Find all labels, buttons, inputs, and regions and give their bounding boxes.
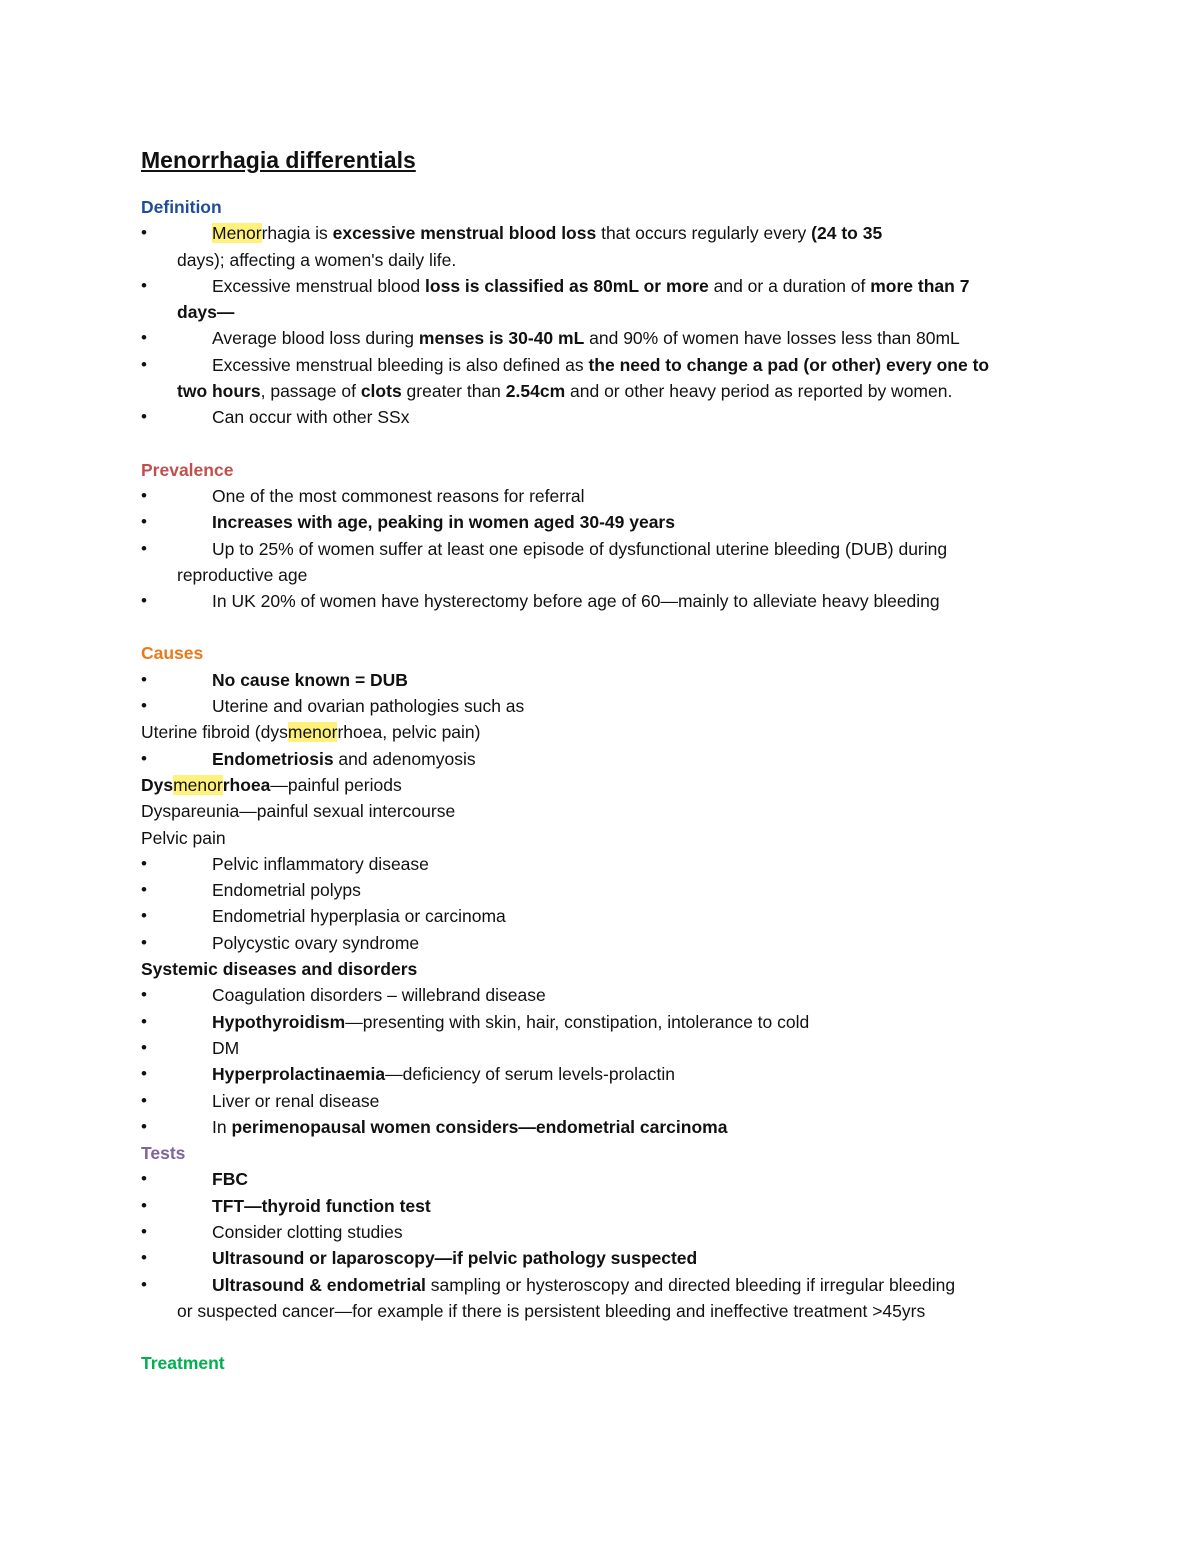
text-run: Average blood loss during [212, 328, 419, 349]
list-item [141, 1009, 1081, 1035]
plain-line [141, 956, 1081, 982]
list-item [141, 536, 1081, 562]
bullet-icon: • [141, 1274, 147, 1294]
text-run: Endometrial polyps [212, 880, 361, 901]
text-run: Endometrial hyperplasia or carcinoma [212, 906, 506, 927]
bold-text: two hours [177, 381, 261, 402]
bold-text: the need to change a pad (or other) every one to [588, 354, 990, 375]
list-item [141, 746, 1081, 772]
list-item [141, 1245, 1081, 1271]
text-run: days); affecting a women's daily life. [177, 249, 457, 270]
text-run: Can occur with other SSx [212, 407, 410, 428]
bullet-icon: • [141, 985, 147, 1005]
list-item [141, 930, 1081, 956]
text-run: —painful periods [270, 774, 402, 795]
text-run: that occurs regularly every [596, 223, 812, 244]
bold-text: loss is classified as 80mL or more [425, 275, 709, 296]
text-run: DM [212, 1037, 240, 1058]
text-run: Excessive menstrual blood [212, 275, 426, 296]
list-item [141, 352, 1081, 378]
text-run: In UK 20% of women have hysterectomy before age of 60—mainly to alleviate heavy bleeding [212, 591, 940, 612]
list-item [141, 273, 1081, 299]
bold-text: clots [360, 381, 402, 402]
text-run: rhagia is [261, 223, 333, 244]
bullet-icon: • [141, 1195, 147, 1215]
text-run: Dyspareunia—painful sexual intercourse [141, 801, 456, 822]
spacer [141, 614, 1081, 640]
bullet-icon: • [141, 880, 147, 900]
bold-text: Dys [141, 774, 174, 795]
bold-text: menses is 30-40 mL [418, 328, 585, 349]
bullet-icon: • [141, 932, 147, 952]
highlighted-text: menor [173, 774, 223, 795]
list-item [141, 903, 1081, 929]
list-item [141, 509, 1081, 535]
bullet-icon: • [141, 669, 147, 689]
list-item [141, 851, 1081, 877]
bullet-icon: • [141, 485, 147, 505]
text-run: Uterine fibroid (dys [141, 722, 288, 743]
text-run: Uterine and ovarian pathologies such as [212, 696, 525, 717]
page-title: Menorrhagia differentials [141, 147, 416, 173]
list-item [141, 1166, 1081, 1192]
text-run: greater than [401, 381, 506, 402]
text-run: One of the most commonest reasons for referral [212, 485, 585, 506]
document-content [141, 146, 1081, 1376]
bold-text: days— [177, 302, 235, 323]
text-run: —deficiency of serum levels-prolactin [385, 1064, 675, 1085]
bold-text: Systemic diseases and disorders [141, 959, 418, 980]
text-run: and or other heavy period as reported by women. [565, 381, 953, 402]
bullet-icon: • [141, 591, 147, 611]
bullet-icon: • [141, 328, 147, 348]
bold-text: excessive menstrual blood loss [332, 223, 597, 244]
list-item [141, 693, 1081, 719]
text-run: Up to 25% of women suffer at least one episode of dysfunctional uterine bleeding (DUB) during [212, 538, 948, 559]
bold-text: perimenopausal women considers—endometrial carcinoma [231, 1116, 728, 1137]
bold-text: Increases with age, peaking in women aged 30-49 years [212, 512, 675, 533]
bullet-icon: • [141, 696, 147, 716]
bold-text: 2.54cm [505, 381, 566, 402]
text-run: and 90% of women have losses less than 80mL [584, 328, 960, 349]
text-run: or suspected cancer—for example if there is persistent bleeding and ineffective treatment >45yrs [177, 1300, 926, 1321]
bullet-icon: • [141, 354, 147, 374]
bold-text: FBC [212, 1169, 248, 1190]
bold-text: No cause known = DUB [212, 669, 408, 690]
text-run: Pelvic inflammatory disease [212, 853, 429, 874]
bullet-icon: • [141, 275, 147, 295]
text-run: reproductive age [177, 564, 308, 585]
bullet-icon: • [141, 1116, 147, 1136]
bold-text: TFT—thyroid function test [212, 1195, 431, 1216]
text-run: Pelvic pain [141, 827, 226, 848]
list-item-continuation [141, 1298, 1081, 1324]
prevalence-heading: Prevalence [141, 459, 234, 480]
text-run: , passage of [260, 381, 361, 402]
bullet-icon: • [141, 1090, 147, 1110]
bullet-icon: • [141, 853, 147, 873]
list-item [141, 1219, 1081, 1245]
list-item [141, 325, 1081, 351]
list-item [141, 1061, 1081, 1087]
bullet-icon: • [141, 1064, 147, 1084]
spacer [141, 431, 1081, 457]
definition-heading: Definition [141, 197, 222, 217]
treatment-heading: Treatment [141, 1353, 225, 1374]
text-run: Excessive menstrual bleeding is also defined as [212, 354, 589, 375]
list-item [141, 220, 1081, 246]
text-run: —presenting with skin, hair, constipation, intolerance to cold [345, 1011, 810, 1032]
bullet-icon: • [141, 538, 147, 558]
text-run: and or a duration of [708, 275, 871, 296]
plain-line [141, 798, 1081, 824]
text-run: Consider clotting studies [212, 1221, 403, 1242]
bullet-icon: • [141, 1011, 147, 1031]
text-run: In [212, 1116, 232, 1137]
list-item-continuation [141, 378, 1081, 404]
text-run: and adenomyosis [333, 748, 476, 769]
tests-heading: Tests [141, 1143, 186, 1164]
bullet-icon: • [141, 748, 147, 768]
bold-text: rhoea [222, 774, 271, 795]
text-run: Polycystic ovary syndrome [212, 932, 420, 953]
text-run: Liver or renal disease [212, 1090, 380, 1111]
bullet-icon: • [141, 1169, 147, 1189]
list-item-continuation [141, 299, 1081, 325]
list-item [141, 667, 1081, 693]
bullet-icon: • [141, 1221, 147, 1241]
plain-line [141, 719, 1081, 745]
bold-text: Hypothyroidism [212, 1011, 346, 1032]
highlighted-text: menor [287, 722, 338, 743]
text-run: Coagulation disorders – willebrand disease [212, 985, 546, 1006]
bold-text: Endometriosis [212, 748, 334, 769]
bullet-icon: • [141, 1037, 147, 1057]
plain-line [141, 772, 1081, 798]
bullet-icon: • [141, 1248, 147, 1268]
bold-text: Ultrasound & endometrial [212, 1274, 426, 1295]
bold-text: (24 to 35 [811, 223, 883, 244]
list-item [141, 483, 1081, 509]
list-item [141, 588, 1081, 614]
spacer [141, 1324, 1081, 1350]
text-run: rhoea, pelvic pain) [337, 722, 481, 743]
bold-text: more than 7 [870, 275, 970, 296]
list-item [141, 404, 1081, 430]
list-item [141, 1272, 1081, 1298]
list-item [141, 1035, 1081, 1061]
bullet-icon: • [141, 512, 147, 532]
list-item-continuation [141, 562, 1081, 588]
list-item-continuation [141, 247, 1081, 273]
list-item [141, 877, 1081, 903]
list-item [141, 982, 1081, 1008]
bold-text: Hyperprolactinaemia [212, 1064, 386, 1085]
list-item [141, 1114, 1081, 1140]
bullet-icon: • [141, 407, 147, 427]
highlighted-text: Menor [212, 223, 262, 244]
text-run: sampling or hysteroscopy and directed bleeding if irregular bleeding [425, 1274, 956, 1295]
plain-line [141, 825, 1081, 851]
bold-text: Ultrasound or laparoscopy—if pelvic pathology suspected [212, 1248, 698, 1269]
bullet-icon: • [141, 223, 147, 243]
list-item [141, 1193, 1081, 1219]
bullet-icon: • [141, 906, 147, 926]
causes-heading: Causes [141, 643, 204, 664]
list-item [141, 1088, 1081, 1114]
